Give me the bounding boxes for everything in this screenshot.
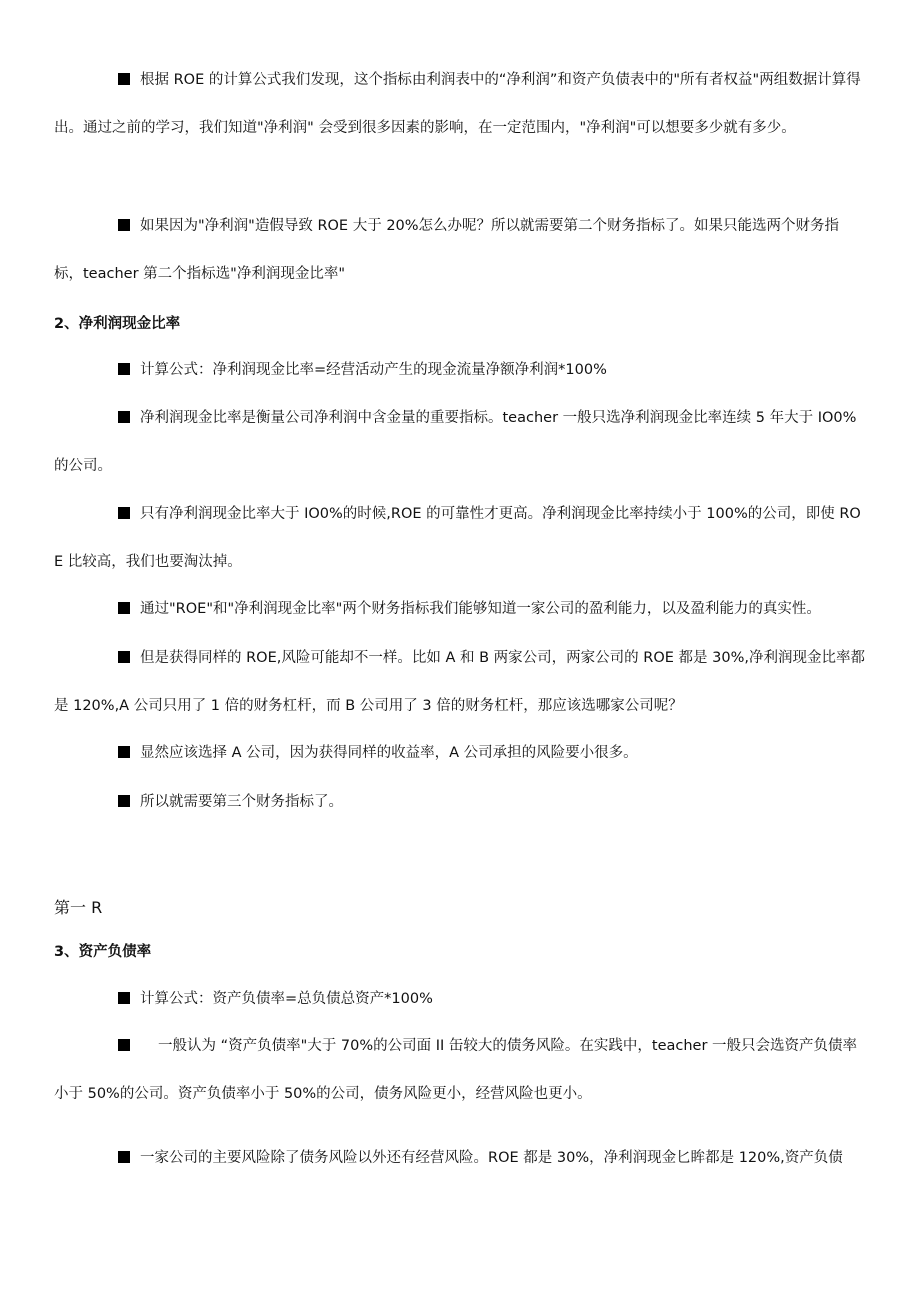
paragraph-text: 所以就需要第三个财务指标了。 [140, 794, 343, 810]
paragraph-operating-risk [54, 1134, 866, 1182]
square-bullet-icon [118, 507, 130, 519]
square-bullet-icon [118, 992, 130, 1004]
square-bullet-icon [118, 795, 130, 807]
paragraph-choose-a [118, 743, 638, 763]
square-bullet-icon [118, 1151, 130, 1163]
paragraph-text: 计算公式：净利润现金比率=经营活动产生的现金流量净额净利润*100% [140, 362, 607, 378]
square-bullet-icon [118, 746, 130, 758]
paragraph-second-indicator [54, 202, 866, 298]
square-bullet-icon [118, 411, 130, 423]
paragraph-text: 如果因为"净利润"造假导致 ROE 大于 20%怎么办呢？所以就需要第二个财务指标了。如果只能选两个财务指标，teacher 第二个指标选"净利润现金比率" [54, 218, 840, 282]
paragraph-risk-example [54, 634, 866, 730]
section-heading-debt-ratio: 3、资产负债率 [54, 944, 152, 960]
paragraph-debt-ratio-threshold [54, 1022, 866, 1118]
paragraph-text: 通过"ROE"和"净利润现金比率"两个财务指标我们能够知道一家公司的盈利能力，以及盈利能力的真实性。 [140, 601, 821, 617]
square-bullet-icon [118, 651, 130, 663]
paragraph-roe-formula [54, 56, 866, 152]
square-bullet-icon [118, 73, 130, 85]
paragraph-text: 根据 ROE 的计算公式我们发现，这个指标由利润表中的“净利润”和资产负债表中的"所有者权益"两组数据计算得出。通过之前的学习，我们知道"净利润" 会受到很多因素的影响，在一定范围内，"净利润"可以想要多少就有多少。 [54, 72, 861, 136]
paragraph-debt-ratio-formula [118, 989, 433, 1009]
paragraph-two-indicators [118, 599, 821, 619]
square-bullet-icon [118, 1039, 130, 1051]
paragraph-text: 但是获得同样的 ROE,风险可能却不一样。比如 A 和 B 两家公司，两家公司的 ROE 都是 30%,净利润现金比率都是 120%,A 公司只用了 1 倍的财务杠杆，而 B 公司用了 3 倍的财务杠杆，那应该选哪家公司呢？ [54, 650, 865, 714]
paragraph-third-indicator [118, 792, 343, 812]
paragraph-cash-ratio-meaning [54, 394, 866, 490]
chapter-marker: 第一 R [54, 898, 103, 917]
paragraph-cash-ratio-formula [118, 360, 607, 380]
square-bullet-icon [118, 602, 130, 614]
section-heading-cash-ratio: 2、净利润现金比率 [54, 316, 181, 332]
paragraph-text: 计算公式：资产负债率=总负债总资产*100% [140, 991, 433, 1007]
paragraph-text: 只有净利润现金比率大于 IO0%的时候,ROE 的可靠性才更高。净利润现金比率持续小于 100%的公司，即使 ROE 比较高，我们也要淘汰掉。 [54, 506, 861, 570]
paragraph-text: 一家公司的主要风险除了债务风险以外还有经营风险。ROE 都是 30%，净利润现金匕眸都是 120%,资产负债 [140, 1150, 843, 1166]
square-bullet-icon [118, 363, 130, 375]
paragraph-cash-ratio-reliability [54, 490, 866, 586]
paragraph-text: 显然应该选择 A 公司，因为获得同样的收益率，A 公司承担的风险要小很多。 [140, 745, 638, 761]
paragraph-text: 净利润现金比率是衡量公司净利润中含金量的重要指标。teacher 一般只选净利润现金比率连续 5 年大于 IO0%的公司。 [54, 410, 857, 474]
square-bullet-icon [118, 219, 130, 231]
paragraph-text: 一般认为 “资产负债率"大于 70%的公司面 II 缶较大的债务风险。在实践中，teacher 一般只会选资产负债率小于 50%的公司。资产负债率小于 50%的公司，债务风险更小，经营风险也更小。 [54, 1038, 858, 1102]
